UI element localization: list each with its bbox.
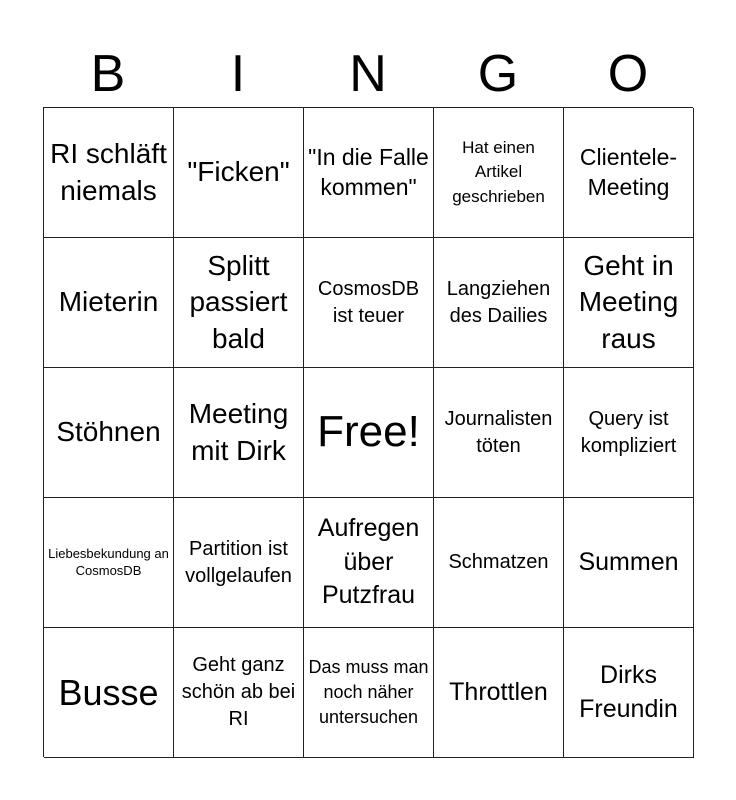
bingo-cell[interactable]: Langziehen des Dailies [434,238,564,368]
header-letter-g: G [477,45,519,103]
bingo-cell[interactable]: Meeting mit Dirk [174,368,304,498]
bingo-cell[interactable]: Partition ist vollgelaufen [174,498,304,628]
bingo-cell[interactable]: Splitt passiert bald [174,238,304,368]
bingo-cell[interactable]: Query ist kompliziert [564,368,694,498]
header-letter-n: N [349,45,387,103]
bingo-cell[interactable]: Stöhnen [44,368,174,498]
header-letter-i: I [230,45,246,103]
bingo-cell[interactable]: Clientele-Meeting [564,108,694,238]
bingo-cell[interactable]: Journalisten töten [434,368,564,498]
bingo-free-cell[interactable]: Free! [304,368,434,498]
bingo-cell[interactable]: Liebesbekundung an CosmosDB [44,498,174,628]
bingo-cell[interactable]: Geht in Meeting raus [564,238,694,368]
bingo-header [43,42,693,106]
bingo-cell[interactable]: Geht ganz schön ab bei RI [174,628,304,758]
bingo-cell[interactable]: "In die Falle kommen" [304,108,434,238]
bingo-cell[interactable]: Aufregen über Putzfrau [304,498,434,628]
bingo-cell[interactable]: Schmatzen [434,498,564,628]
bingo-cell[interactable]: Mieterin [44,238,174,368]
bingo-cell[interactable]: Throttlen [434,628,564,758]
bingo-board [43,107,693,757]
bingo-cell[interactable]: Dirks Freundin [564,628,694,758]
bingo-cell[interactable]: Busse [44,628,174,758]
bingo-cell[interactable]: Hat einen Artikel geschrieben [434,108,564,238]
bingo-cell[interactable]: CosmosDB ist teuer [304,238,434,368]
header-letter-o: O [607,45,649,103]
bingo-cell[interactable]: RI schläft niemals [44,108,174,238]
bingo-cell[interactable]: Summen [564,498,694,628]
bingo-cell[interactable]: "Ficken" [174,108,304,238]
bingo-cell[interactable]: Das muss man noch näher untersuchen [304,628,434,758]
header-letter-b: B [90,45,126,103]
